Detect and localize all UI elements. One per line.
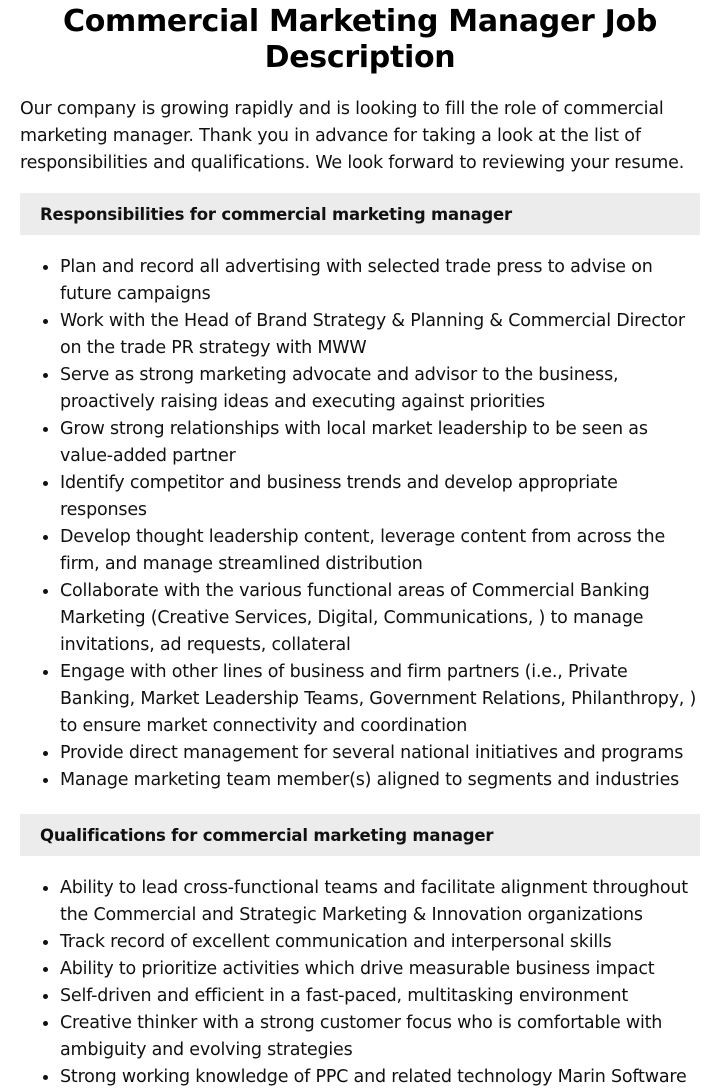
list-item: Provide direct management for several national initiatives and programs [60, 740, 700, 767]
intro-paragraph: Our company is growing rapidly and is looking to fill the role of commercial marketing manager. Thank you in advance for taking a look at the list of responsibilities and qualifications. We look forward to reviewing your resume. [20, 99, 685, 173]
list-item: Plan and record all advertising with selected trade press to advise on future campaigns [60, 254, 700, 308]
responsibilities-header [20, 193, 700, 235]
qualifications-header [20, 814, 700, 856]
list-item: Serve as strong marketing advocate and advisor to the business, proactively raising ideas and executing against priorities [60, 362, 700, 416]
list-item: Creative thinker with a strong customer focus who is comfortable with ambiguity and evolving strategies [60, 1010, 700, 1064]
list-item: Ability to prioritize activities which drive measurable business impact [60, 956, 700, 983]
list-item: Self-driven and efficient in a fast-paced, multitasking environment [60, 983, 700, 1010]
list-item: Ability to lead cross-functional teams and facilitate alignment throughout the Commercial and Strategic Marketing & Innovation organizations [60, 875, 700, 929]
list-item: Collaborate with the various functional areas of Commercial Banking Marketing (Creative Services, Digital, Communications, ) to manage invitations, ad requests, collateral [60, 578, 700, 659]
list-item: Identify competitor and business trends and develop appropriate responses [60, 470, 700, 524]
page-title: Commercial Marketing Manager Job Description [62, 4, 658, 75]
qualifications-list [20, 875, 700, 1091]
list-item: Manage marketing team member(s) aligned to segments and industries [60, 767, 700, 794]
responsibilities-list [20, 254, 700, 794]
list-item: Strong working knowledge of PPC and related technology Marin Software [60, 1064, 700, 1091]
qualifications-heading: Qualifications for commercial marketing manager [40, 825, 494, 845]
list-item: Work with the Head of Brand Strategy & Planning & Commercial Director on the trade PR strategy with MWW [60, 308, 700, 362]
list-item: Develop thought leadership content, leverage content from across the firm, and manage streamlined distribution [60, 524, 700, 578]
list-item: Track record of excellent communication and interpersonal skills [60, 929, 700, 956]
list-item: Engage with other lines of business and firm partners (i.e., Private Banking, Market Leadership Teams, Government Relations, Philanthropy, ) to ensure market connectivity and coordination [60, 659, 700, 740]
responsibilities-heading: Responsibilities for commercial marketing manager [40, 204, 512, 224]
list-item: Grow strong relationships with local market leadership to be seen as value-added partner [60, 416, 700, 470]
